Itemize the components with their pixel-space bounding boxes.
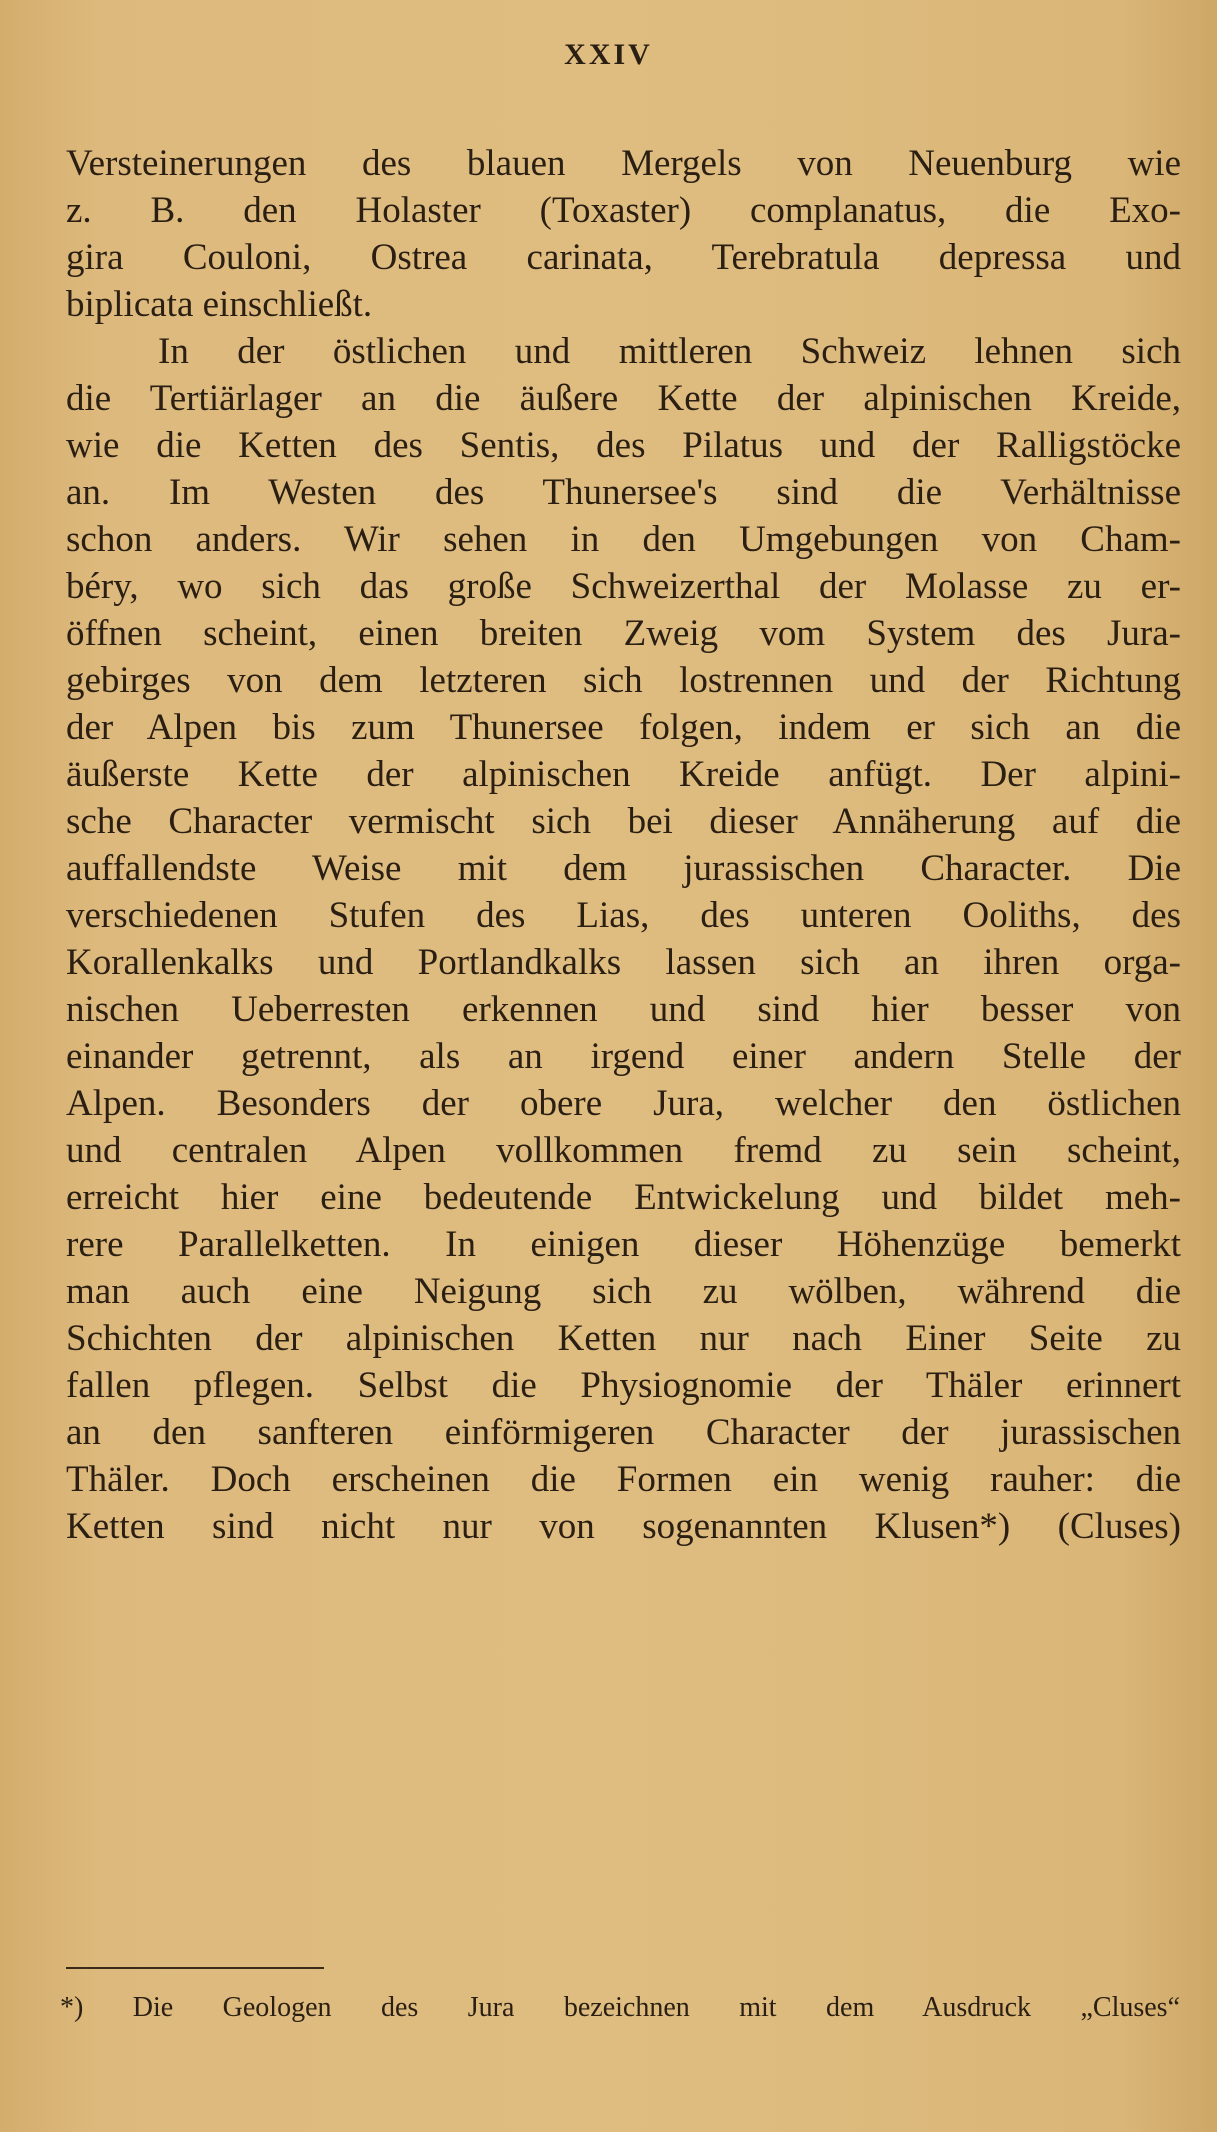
text-line: nischen Ueberresten erkennen und sind hier besser von [66,989,1181,1030]
text-line: gebirges von dem letzteren sich lostrennen und der Richtung [66,660,1181,701]
text-line: fallen pflegen. Selbst die Physiognomie der Thäler erinnert [66,1365,1181,1406]
text-line: erreicht hier eine bedeutende Entwickelung und bildet meh- [66,1177,1181,1218]
text-line: äußerste Kette der alpinischen Kreide anfügt. Der alpini- [66,754,1181,795]
text-line: an den sanfteren einförmigeren Character der jurassischen [66,1412,1181,1453]
footnote-rule [66,1967,324,1969]
text-line: die Tertiärlager an die äußere Kette der alpinischen Kreide, [66,378,1181,419]
page-number: XXIV [564,38,653,71]
text-line: Versteinerungen des blauen Mergels von Neuenburg wie [66,143,1181,184]
text-line: rere Parallelketten. In einigen dieser Höhenzüge bemerkt [66,1224,1181,1265]
text-line: der Alpen bis zum Thunersee folgen, indem er sich an die [66,707,1181,748]
text-line: Korallenkalks und Portlandkalks lassen sich an ihren orga- [66,942,1181,983]
text-line: gira Couloni, Ostrea carinata, Terebratula depressa und [66,237,1181,278]
text-line: In der östlichen und mittleren Schweiz lehnen sich [158,331,1181,372]
text-line: z. B. den Holaster (Toxaster) complanatus, die Exo- [66,190,1181,231]
text-line: Alpen. Besonders der obere Jura, welcher den östlichen [66,1083,1181,1124]
text-line: und centralen Alpen vollkommen fremd zu sein scheint, [66,1130,1181,1171]
text-line: Ketten sind nicht nur von sogenannten Klusen*) (Cluses) [66,1506,1181,1547]
text-line: béry, wo sich das große Schweizerthal der Molasse zu er- [66,566,1181,607]
footnote: *) Die Geologen des Jura bezeichnen mit dem Ausdruck „Cluses“ [60,1992,1180,2023]
text-line: auffallendste Weise mit dem jurassischen Character. Die [66,848,1181,889]
text-line: sche Character vermischt sich bei dieser Annäherung auf die [66,801,1181,842]
text-line: öffnen scheint, einen breiten Zweig vom System des Jura- [66,613,1181,654]
text-line: an. Im Westen des Thunersee's sind die Verhältnisse [66,472,1181,513]
text-line: Schichten der alpinischen Ketten nur nach Einer Seite zu [66,1318,1181,1359]
text-line: man auch eine Neigung sich zu wölben, während die [66,1271,1181,1312]
body-text [66,140,1181,1550]
text-line: verschiedenen Stufen des Lias, des unteren Ooliths, des [66,895,1181,936]
text-line: einander getrennt, als an irgend einer andern Stelle der [66,1036,1181,1077]
text-line: Thäler. Doch erscheinen die Formen ein wenig rauher: die [66,1459,1181,1500]
text-line: biplicata einschließt. [66,284,373,325]
text-line: schon anders. Wir sehen in den Umgebungen von Cham- [66,519,1181,560]
text-line: wie die Ketten des Sentis, des Pilatus und der Ralligstöcke [66,425,1181,466]
